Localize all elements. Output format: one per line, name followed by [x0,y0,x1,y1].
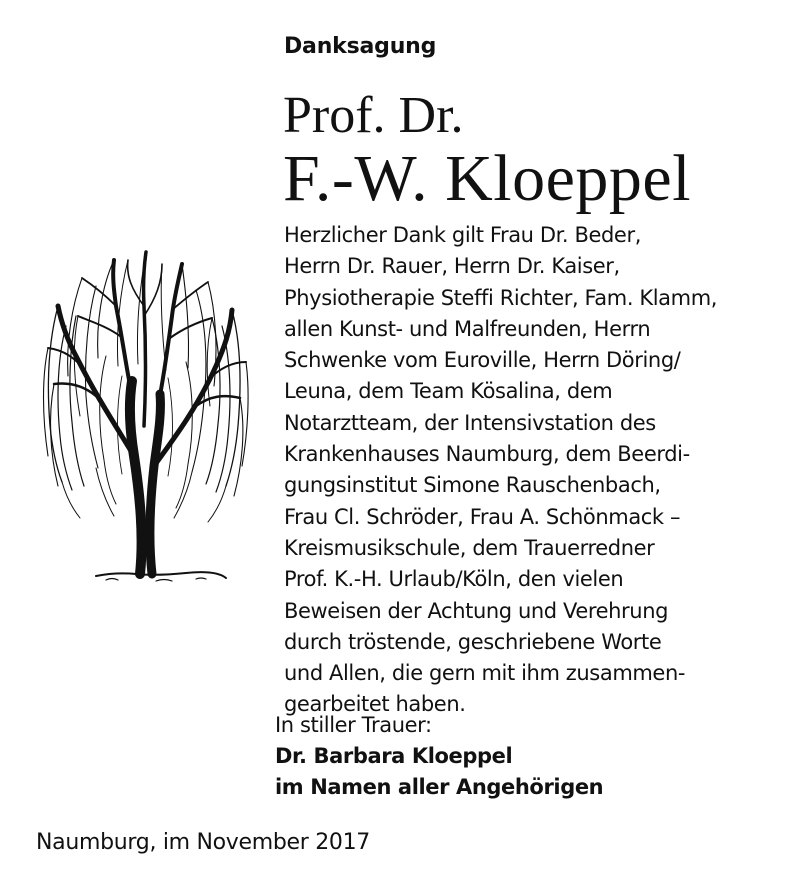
signatory-name: Dr. Barbara Kloeppel [275,744,513,768]
text-line: gearbeitet haben. [284,692,466,717]
text-line: Krankenhauses Naumburg, dem Beerdi- [284,442,690,467]
deceased-title: Prof. Dr. [283,87,464,144]
mourning-intro: In stiller Trauer: [275,713,432,737]
text-line: Leuna, dem Team Kösalina, dem [284,379,613,404]
text-line: Prof. K.-H. Urlaub/Köln, den vielen [284,567,624,592]
text-line: Beweisen der Achtung und Verehrung [284,598,669,623]
text-line: gungsinstitut Simone Rauschenbach, [284,473,661,498]
text-line: und Allen, die gern mit ihm zusammen- [284,661,686,686]
signatory-group: im Namen aller Angehörigen [275,775,604,799]
text-line: allen Kunst- und Malfreunden, Herrn [284,316,651,341]
text-line: Notarztteam, der Intensivstation des [284,410,656,435]
text-line: Kreismusikschule, dem Trauerredner [284,535,655,560]
text-line: Frau Cl. Schröder, Frau A. Schönmack – [284,504,681,529]
text-line: durch tröstende, geschriebene Worte [284,629,662,654]
place-date: Naumburg, im November 2017 [36,830,370,855]
mourning-signature [275,710,603,803]
acknowledgement-text [284,220,790,721]
text-line: Physiotherapie Steffi Richter, Fam. Klamm, [284,285,718,310]
text-line: Schwenke vom Euroville, Herrn Döring/ [284,348,681,373]
willow-tree-icon [36,246,254,586]
deceased-name: F.-W. Kloeppel [283,142,692,215]
notice-heading: Danksagung [284,34,437,59]
text-line: Herrn Dr. Rauer, Herrn Dr. Kaiser, [284,254,620,279]
text-line: Herzlicher Dank gilt Frau Dr. Beder, [284,223,641,247]
